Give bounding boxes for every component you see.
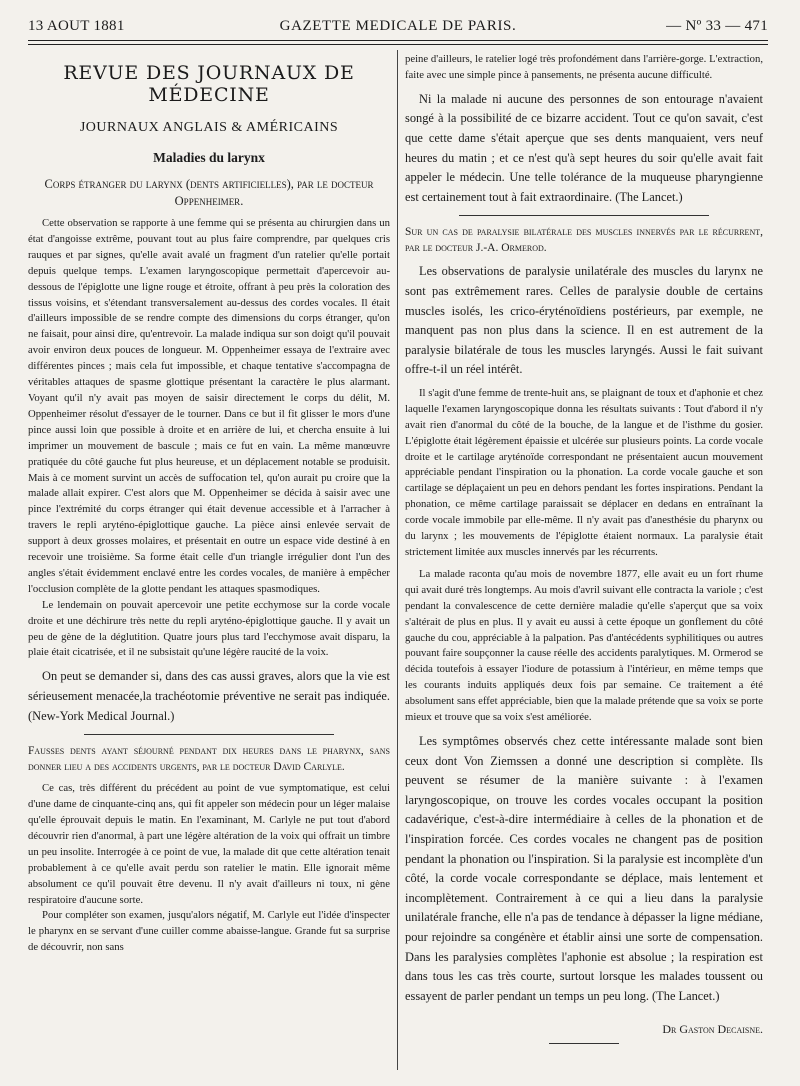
left-column <box>28 52 390 956</box>
article-title: Fausses dents ayant séjourné pendant dix heures dans le pharynx, sans donner lieu a des accidents urgents, par le docteur David Carlyle. <box>28 745 390 774</box>
paragraph: Les symptômes observés chez cette intéressante malade sont bien ceux dont Von Ziemssen a donné une description si complète. Ils peuvent se résumer de la manière suivante : à l'examen laryngoscopique, on trouve les cordes vocales occupant la position cadavérique, c'est-à-dire intermédiaire à celles de la phonation et de l'inspiration forcée. Ces cordes vocales ne changent pas de position pendant la phonation ou l'inspiration. Si la paralysie est incomplète d'un côté, la corde vocale correspondante se déplace, mais lentement et incomplètement. Contrairement à ce qui a lieu dans la paralysie unilatérale franche, elle n'a pas de tendance à dépasser la ligne médiane, pour rejoindre sa congénère et établir ainsi une sorte de compensation. Dans les paralysies complètes l'aphonie est absolue ; la respiration est dans tous les cas très courte, surtout lorsque les malades toussent ou essayent de parler pendant un temps un peu long. (The Lancet.) <box>405 733 763 1003</box>
article-body <box>405 386 763 726</box>
end-rule <box>549 1043 619 1044</box>
article-separator <box>84 734 334 735</box>
column-divider <box>397 50 398 1070</box>
header-rule-thin <box>28 44 768 45</box>
article-separator <box>459 215 709 216</box>
right-column <box>405 52 763 1044</box>
paragraph: Ni la malade ni aucune des personnes de son entourage n'avaient songé à la possibilité de ce bizarre accident. Tout ce qu'on savait, c'est que cette dame s'était aperçue que ses dents manquaient, vers neuf heures du matin ; et ce n'est qu'à sept heures du soir qu'elle avait fait appeler le médecin. Une telle tolérance de la muqueuse pharyngienne est certainement tout à fait extraordinaire. (The Lancet.) <box>405 91 763 204</box>
paragraph: Cette observation se rapporte à une femme qui se présenta au chirurgien dans un état d'angoisse extrême, pouvant tout au plus faire comprendre, par quelques cris rauques et par signes, qu'elle avait avalé un fragment d'un ratelier qu'elle portait depuis quelque temps. L'examen laryngoscopique permettait d'apercevoir au-dessous de l'épiglotte une ligne rouge et étroite, offrant à peu près la coloration des tissus voisins, et s'étendant transversalement au-dessus des cordes vocales. Il était d'ailleurs impossible de se rendre compte des dimensions du corps étranger, qu'on ne faisait, pour ainsi dire, qu'entrevoir. La malade indiqua sur son doigt qu'il pouvait avoir environ deux pouces de longueur. M. Oppenheimer essaya de l'extraire avec différentes pinces ; mais cela fut impossible, et chaque tentative s'accompagna de véritables attaques de spasme glottique présentant la caractère le plus alarmant. Voyant qu'il n'y avait pas moyen de saisir directement le corps du délit, M. Oppenheimer résolut d'essayer de le tourner. Dans ce but il fit glisser le mors d'une pince aussi loin que possible à droite et en arrière de lui, et chercha ensuite à lui imprimer un mouvement de bascule ; mais ce fut en vain. La même manœuvre pratiquée du côté gauche fut plus heureuse, et un déplacement notable se produisit. Mais à ce moment survint un accès de suffocation tel, qu'on aurait pu croire que la malade allait expirer. C'est alors que M. Oppenheimer se décida à saisir avec une pince l'extrémité du corps étranger qui était devenue accessible et à l'arracher à travers le repli aryténo-épiglottique gauche. La pièce ainsi enlevée servait de support à deux grosses molaires, et présentait en outre un espace vide destiné à en recevoir une troisième. Sa forme était celle d'un triangle irrégulier dont l'un des angles s'était évidemment enclavé entre les cordes vocales, de manière à empêcher l'occlusion complète de la glotte pendant les attaques spasmodiques. <box>28 217 390 595</box>
section-subhead: JOURNAUX ANGLAIS & AMÉRICAINS <box>79 120 339 135</box>
article-body <box>405 52 763 84</box>
article-body <box>28 216 390 661</box>
article-body <box>405 90 763 208</box>
topic-heading: Maladies du larynx <box>153 150 265 165</box>
article-title: Corps étranger du larynx (dents artificielles), par le docteur Oppenheimer. <box>44 177 374 208</box>
article-body <box>28 781 390 956</box>
paragraph: Les observations de paralysie unilatérale des muscles du larynx ne sont pas extrêmement rares. Celles de paralysie double de certains muscles isolés, les crico-éryténoïdiens postérieurs, par exemple, ne manquent pas non plus dans la science. Il en est autrement de la paralysie bilatérale de tous les muscles laryngés. Aussi le fait suivant offre-t-il un réel intérêt. <box>405 264 763 377</box>
header-rule <box>28 40 768 41</box>
paragraph: La malade raconta qu'au mois de novembre 1877, elle avait eu un fort rhume qui avait duré très longtemps. Au mois d'avril suivant elle contracta la variole ; c'est pendant la convalescence de cette dernière maladie qu'elle s'aperçut que sa voix s'altérait de plus en plus. Il y avait eu aussi à cette époque un gonflement du côté gauche du cou, appréciable à la palpation. Pas d'antécédents syphilitiques ou autres pouvant faire soupçonner la cause réelle des accidents paralytiques. M. Ormerod se décida toutefois à essayer l'iodure de potassium à l'intérieur, en même temps que les courants induits appliqués deux fois par semaine. Ce traitement a été absolument sans effet appréciable, bien que la malade prétende que sa voix se porte mieux et trouve que sa voix s'est améliorée. <box>405 567 763 724</box>
issue-page-number: — Nº 33 — 471 <box>666 18 768 34</box>
section-masthead: REVUE DES JOURNAUX DE MÉDECINE <box>63 62 355 106</box>
author-signature: Dr Gaston Decaisne. <box>662 1022 763 1037</box>
paragraph: Il s'agit d'une femme de trente-huit ans, se plaignant de toux et d'aphonie et chez laquelle l'examen laryngoscopique donna les résultats suivants : Tout d'abord il n'y avait rien d'anormal du côté de la bouche, de la langue et de l'isthme du gosier. L'épiglotte était légèrement épaissie et ulcérée sur plusieurs points. La corde vocale droite et le cartilage aryténoïde correspondant ne présentaient aucun mouvement appréciable pendant l'inspiration ou la phonation. La corde vocale gauche et son cartilage se déplaçaient un peu en dehors pendant les fortes inspirations. Pendant la phonation, ce même cartilage paraissait se déplacer en dedans en entraînant la corde vocale immobile par elle-même. Il n'y avait pas d'anesthésie du pharynx ou du larynx ; les mouvements de l'épiglotte étaient normaux. La paralysie était strictement limitée aux muscles innervés par les récurrents. <box>405 386 763 558</box>
paragraph: Le lendemain on pouvait apercevoir une petite ecchymose sur la corde vocale droite et une déchirure très nette du repli aryténo-épiglottique gauche. Il y avait un peu de gène de la déglutition. Quatre jours plus tard l'ecchymose avait disparu, la plaie était cicatrisée, et il ne subsistait qu'une légère raucité de la voix. <box>28 598 390 659</box>
article-body <box>405 732 763 1006</box>
paragraph: peine d'ailleurs, le ratelier logé très profondément dans l'arrière-gorge. L'extraction, faite avec une simple pince à pansements, ne présenta aucune difficulté. <box>405 53 763 81</box>
article-title: Sur un cas de paralysie bilatérale des muscles innervés par le récurrent, par le docteur J.-A. Ormerod. <box>405 226 763 255</box>
paragraph: On peut se demander si, dans des cas aussi graves, alors que la vie est sérieusement menacée,la trachéotomie préventive ne serait pas indiquée. (New-York Medical Journal.) <box>28 669 390 723</box>
running-header <box>28 14 768 36</box>
paragraph: Pour compléter son examen, jusqu'alors négatif, M. Carlyle eut l'idée d'inspecter le pharynx en se servant d'une cuiller comme abaisse-langue. Grande fut sa surprise de découvrir, non sans <box>28 909 390 954</box>
article-body <box>28 667 390 726</box>
paragraph: Ce cas, très différent du précédent au point de vue symptomatique, est celui d'une dame de cinquante-cinq ans, qui fit appeler son médecin pour un léger malaise qu'elle éprouvait depuis le matin. En l'examinant, M. Carlyle ne put tout d'abord découvrir rien d'anormal, à part une légère altération de la voix qui offrait un timbre un peu insolite. Interrogée à ce point de vue, la malade dit que cette altération tenait probablement à ce qu'elle avait perdu son ratelier le matin. Elle ignorait même absolument ce qu'il pouvait être devenu. Il n'y avait d'ailleurs ni toux, ni gène respiratoire d'aucune sorte. <box>28 782 390 906</box>
journal-title: GAZETTE MEDICALE DE PARIS. <box>279 18 517 34</box>
issue-date: 13 AOUT 1881 <box>28 18 125 34</box>
article-body <box>405 262 763 380</box>
